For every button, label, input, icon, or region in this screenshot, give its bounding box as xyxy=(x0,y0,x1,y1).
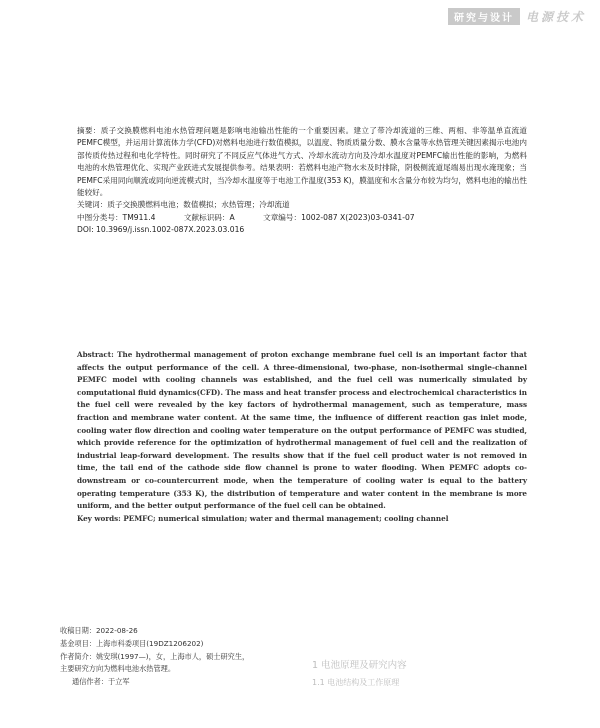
doi: DOI: 10.3969/j.issn.1002-087X.2023.03.016 xyxy=(77,225,245,235)
document-code: 文献标识码：A xyxy=(183,212,235,222)
journal-name: 电源技术 xyxy=(525,9,586,24)
chinese-abstract-text: 摘要：质子交换膜燃料电池水热管理问题是影响电池输出性能的一个重要因素。建立了带冷却流道的三维、两相、非等温单直流道PEMFC模型，并运用计算流体力学(CFD)对燃料电池进行数值模拟，以温度、物质质量分数、膜水含量等水热管理关键因素揭示电池内部传质传热过程和电化学特性。同时研究了不同反应气体进气方式、冷却水流动方向及冷却水温度对PEMFC输出性能的影响，为燃料电池的水热管理优化、实现产业跃进式发展提供参考。结果表明：若燃料电池产物水未及时排除，阴极侧流道尾端易出现水淹现象；当PEMFC采用同向顺流或同向逆流模式时，当冷却水温度等于电池工作温度(353 K)，膜温度和水含量分布较为均匀，燃料电池的输出性能较好。 xyxy=(77,126,527,198)
english-abstract xyxy=(77,349,527,525)
english-abstract-text: Abstract: The hydrothermal management of proton exchange membrane fuel cell is an important factor that affects the output performance of the cell. A three-dimensional, two-phase, non-isothermal single-channel PEMFC model with cooling channels was established, and the fuel cell was numerically simulated by computational fluid dynamics(CFD). The mass and heat transfer process and electrochemical characteristics in the fuel cell were revealed by the key factors of hydrothermal management, such as temperature, mass fraction and membrane water content. At the same time, the influence of different reaction gas inlet mode, cooling water flow direction and cooling water temperature on the output performance of PEMFC was studied, which provide reference for the optimization of hydrothermal management of fuel cell and the realization of industrial leap-forward development. The results show that if the fuel cell product water is not removed in time, the tail end of the cathode side flow channel is prone to water flooding. When PEMFC adopts co-downstream or co-countercurrent mode, when the temperature of cooling water is equal to the battery operating temperature (353 K), the distribution of temperature and water content in the membrane is more uniform, and the better output performance of the fuel cell can be obtained. xyxy=(77,350,527,511)
received-date: 收稿日期：2022-08-26 xyxy=(60,626,138,635)
classification-row xyxy=(77,212,527,224)
author-bio: 作者简介：姚安琪(1997—)，女，上海市人，硕士研究生， xyxy=(60,651,250,661)
corresponding-author: 通信作者：于立军 xyxy=(72,677,130,687)
page-header xyxy=(448,8,586,24)
footnote xyxy=(60,625,310,689)
chinese-abstract xyxy=(77,125,527,237)
article-number: 文章编号：1002-087 X(2023)03-0341-07 xyxy=(263,212,415,222)
body-section-headings xyxy=(312,657,407,691)
section-heading-1-1: 1.1 电池结构及工作原理 xyxy=(312,678,400,687)
author-research: 主要研究方向为燃料电池水热管理。 xyxy=(60,664,176,674)
section-heading-1: 1 电池原理及研究内容 xyxy=(312,660,407,671)
english-keywords: Key words: PEMFC; numerical simulation; water and thermal management; cooling channel xyxy=(77,513,449,523)
section-tag: 研究与设计 xyxy=(448,8,520,25)
fund-project: 基金项目：上海市科委项目(19DZ1206202) xyxy=(60,638,204,648)
chinese-keywords: 关键词：质子交换膜燃料电池；数值模拟；水热管理；冷却流道 xyxy=(77,200,290,210)
clc-number: 中图分类号：TM911.4 xyxy=(77,212,156,222)
